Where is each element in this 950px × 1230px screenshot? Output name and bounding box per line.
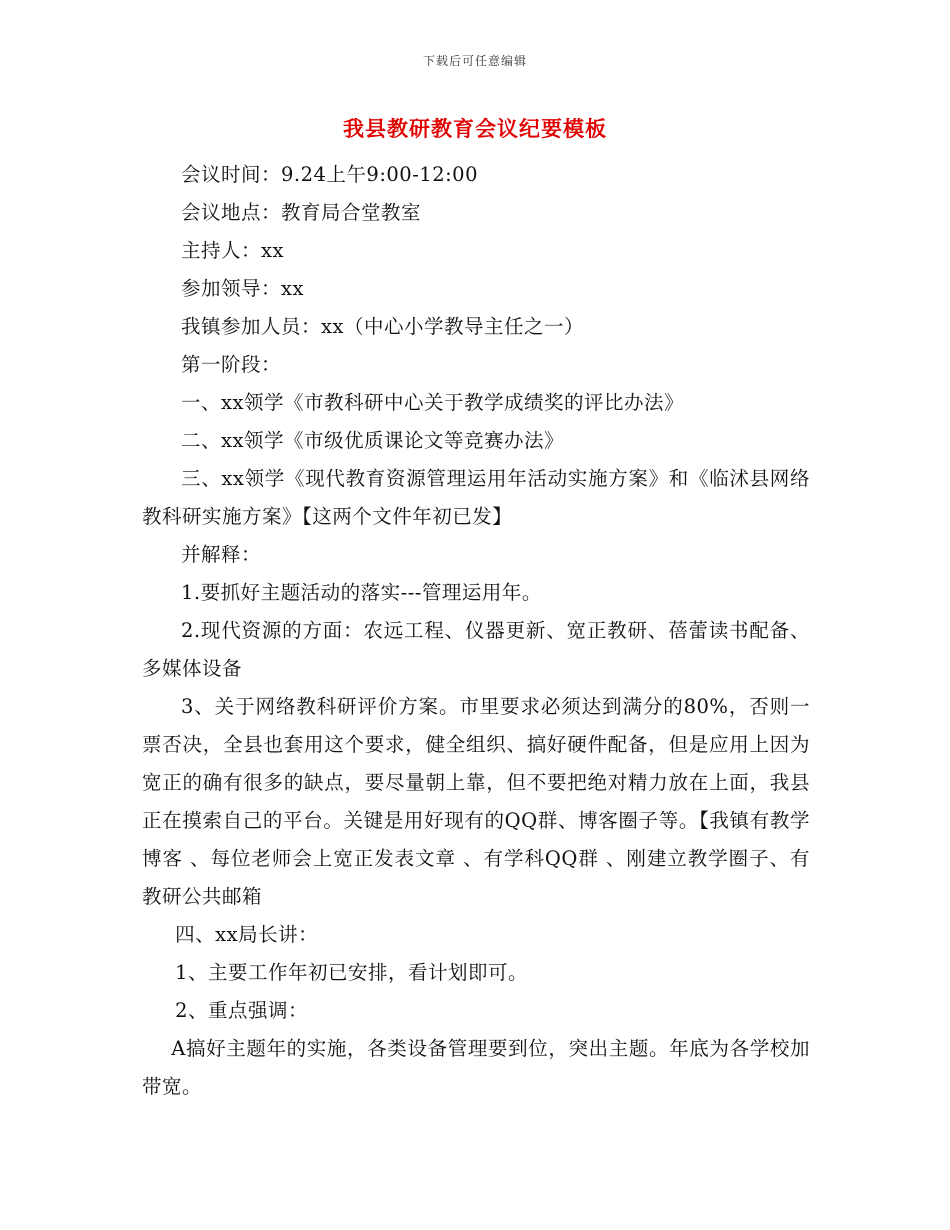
explanation-heading: 并解释： xyxy=(181,543,262,566)
stage-one-heading: 第一阶段： xyxy=(181,353,282,376)
explanation-point-1: 1.要抓好主题活动的落实---管理运用年。 xyxy=(181,581,542,604)
town-attendees: 我镇参加人员：xx（中心小学教导主任之一） xyxy=(181,315,584,338)
attending-leaders: 参加领导：xx xyxy=(181,277,304,300)
page-header-note: 下载后可任意编辑 xyxy=(422,54,527,68)
director-point-a: A搞好主题年的实施，各类设备管理要到位，突出主题。年底为各学校加带宽。 xyxy=(142,1037,810,1098)
agenda-item-3: 三、xx领学《现代教育资源管理运用年活动实施方案》和《临沭县网络教科研实施方案》【这两个文件年初已发】 xyxy=(142,467,810,528)
agenda-item-1: 一、xx领学《市教科研中心关于教学成绩奖的评比办法》 xyxy=(181,391,684,414)
document-body xyxy=(142,156,810,1106)
explanation-point-2: 2.现代资源的方面：农远工程、仪器更新、宽正教研、蓓蕾读书配备、多媒体设备 xyxy=(142,619,810,680)
meeting-time: 会议时间：9.24上午9:00-12:00 xyxy=(181,163,478,186)
meeting-host: 主持人：xx xyxy=(181,239,284,262)
director-point-2: 2、重点强调： xyxy=(175,999,309,1022)
director-point-1: 1、主要工作年初已安排，看计划即可。 xyxy=(175,961,529,984)
explanation-point-3: 3、关于网络教科研评价方案。市里要求必须达到满分的80%，否则一票否决，全县也套用这个要求，健全组织、搞好硬件配备，但是应用上因为宽正的确有很多的缺点，要尽量朝上靠，但不要把绝对精力放在上面，我县正在摸索自己的平台。关键是用好现有的QQ群、博客圈子等。【我镇有教学博客 、每位老师会上宽正发表文章 、有学科QQ群 、刚建立教学圈子、有教研公共邮箱 xyxy=(142,695,810,908)
document-title: 我县教研教育会议纪要模板 xyxy=(343,116,607,141)
agenda-item-2: 二、xx领学《市级优质课论文等竞赛办法》 xyxy=(181,429,564,452)
director-speech-heading: 四、xx局长讲： xyxy=(175,923,319,946)
meeting-location: 会议地点：教育局合堂教室 xyxy=(181,201,422,224)
